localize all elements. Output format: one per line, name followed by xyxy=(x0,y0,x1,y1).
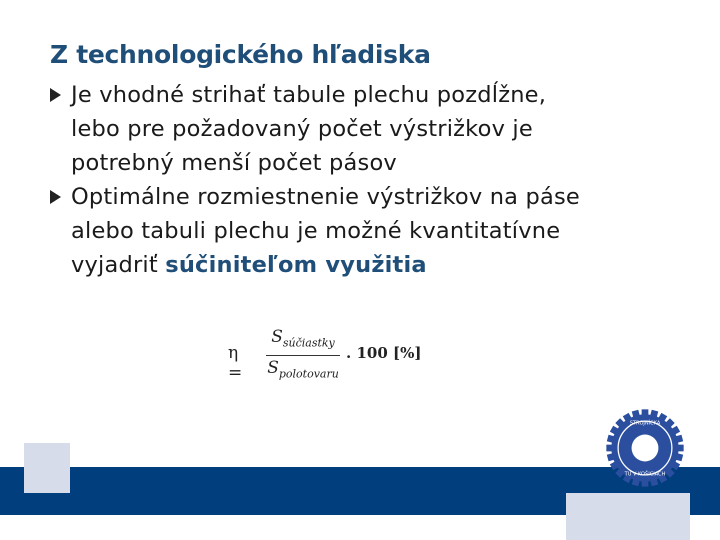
decor-square-right xyxy=(566,493,690,540)
decor-square-left xyxy=(24,443,70,493)
svg-text:TU V KOŠICIACH: TU V KOŠICIACH xyxy=(624,471,666,478)
bullet-line: vyjadriť xyxy=(71,252,166,278)
bullet-line: alebo tabuli plechu je možné kvantitatívne xyxy=(71,218,561,244)
gear-tooth xyxy=(606,445,614,452)
arrow-bullet-icon xyxy=(50,190,61,204)
formula-multiplier: . 100 [%] xyxy=(346,344,422,362)
highlighted-term: súčiniteľom využitia xyxy=(165,252,427,278)
bullet-line: Optimálne rozmiestnenie výstrižkov na páse xyxy=(71,184,580,210)
gear-tooth xyxy=(642,478,649,486)
formula-fraction xyxy=(266,326,340,386)
formula-numerator: $S_{súčiastky}$ xyxy=(271,327,335,350)
bullet-line: lebo pre požadovaný počet výstrižkov je xyxy=(71,116,533,142)
fraction-bar xyxy=(266,355,340,356)
formula-eta: η = xyxy=(228,343,243,383)
bullet-line: Je vhodné strihať tabule plechu pozdĺžne, xyxy=(71,82,547,108)
arrow-bullet-icon xyxy=(50,88,61,102)
faculty-logo-seal-icon xyxy=(603,406,687,490)
bullet-list xyxy=(50,78,690,282)
bullet-item xyxy=(50,78,690,180)
gear-tooth xyxy=(675,445,683,452)
bullet-item xyxy=(50,180,690,282)
gear-tooth xyxy=(642,409,649,417)
bullet-line: potrebný menší počet pásov xyxy=(71,150,397,176)
formula-denominator: $S_{polotovaru}$ xyxy=(267,358,339,381)
svg-text:STROJNÍCKA: STROJNÍCKA xyxy=(629,420,661,427)
slide-title: Z technologického hľadiska xyxy=(50,40,431,69)
